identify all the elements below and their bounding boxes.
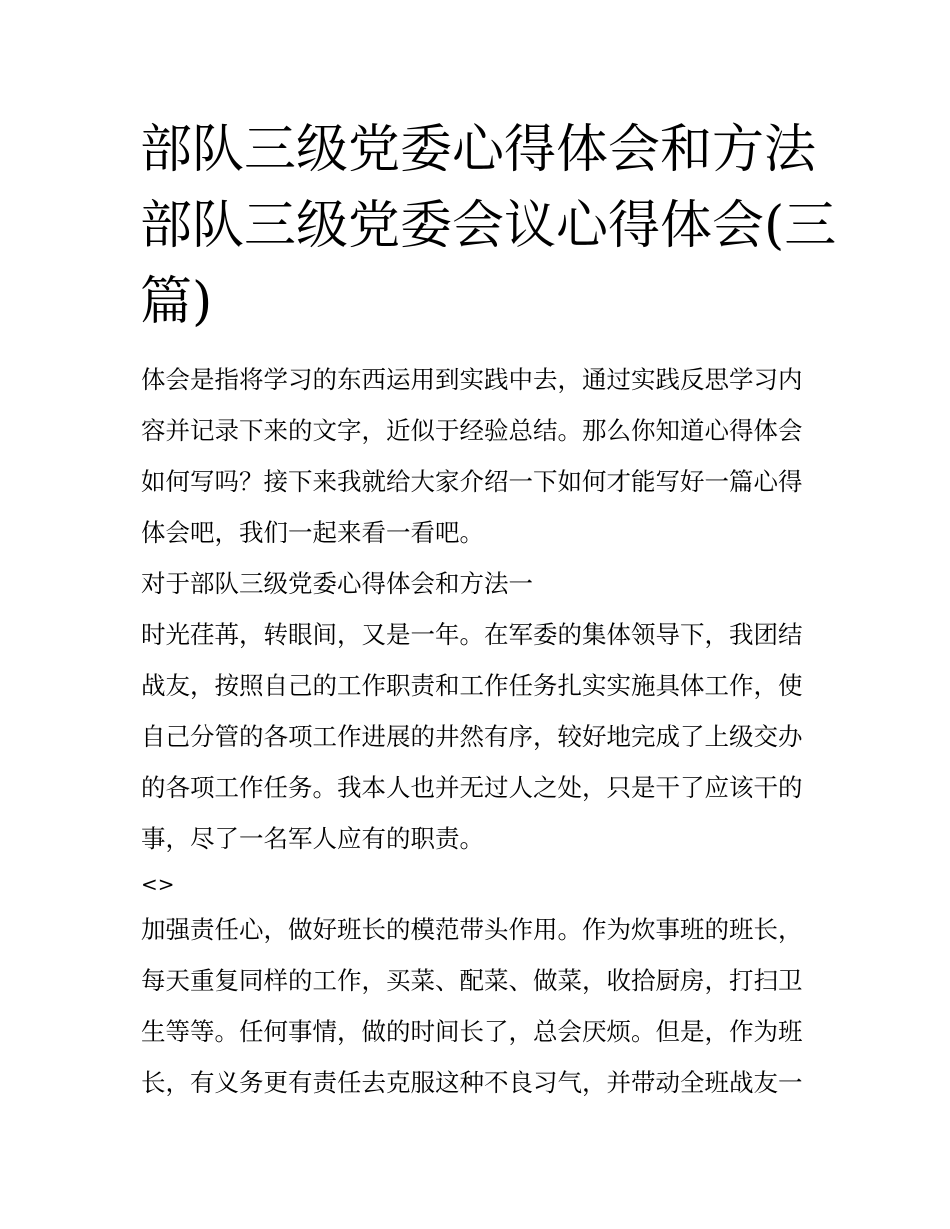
document-title-line-3: 篇)	[140, 272, 213, 332]
paragraph-2-line: 每天重复同样的工作，买菜、配菜、做菜，收拾厨房，打扫卫	[141, 966, 803, 995]
intro-line: 体会是指将学习的东西运用到实践中去，通过实践反思学习内	[141, 365, 803, 394]
paragraph-1-line: 事，尽了一名军人应有的职责。	[141, 824, 484, 853]
section-heading: 对于部队三级党委心得体会和方法一	[141, 569, 533, 598]
intro-line: 容并记录下来的文字，近似于经验总结。那么你知道心得体会	[141, 416, 803, 445]
paragraph-1-line: 战友，按照自己的工作职责和工作任务扎实实施具体工作，使	[141, 671, 803, 700]
document-title-line-2: 部队三级党委会议心得体会(三	[140, 196, 837, 256]
intro-line: 体会吧，我们一起来看一看吧。	[141, 518, 484, 547]
paragraph-1-line: 自己分管的各项工作进展的井然有序，较好地完成了上级交办	[141, 722, 803, 751]
paragraph-1-line: 时光荏苒，转眼间，又是一年。在军委的集体领导下，我团结	[141, 620, 803, 649]
document-title-line-1: 部队三级党委心得体会和方法	[140, 120, 817, 180]
paragraph-2-line: 加强责任心，做好班长的模范带头作用。作为炊事班的班长，	[141, 915, 803, 944]
paragraph-2-line: 长，有义务更有责任去克服这种不良习气，并带动全班战友一	[141, 1068, 803, 1097]
paragraph-1-line: 的各项工作任务。我本人也并无过人之处，只是干了应该干的	[141, 773, 803, 802]
section-marker: <>	[141, 872, 175, 896]
intro-line: 如何写吗？接下来我就给大家介绍一下如何才能写好一篇心得	[141, 467, 803, 496]
paragraph-2-line: 生等等。任何事情，做的时间长了，总会厌烦。但是，作为班	[141, 1017, 803, 1046]
